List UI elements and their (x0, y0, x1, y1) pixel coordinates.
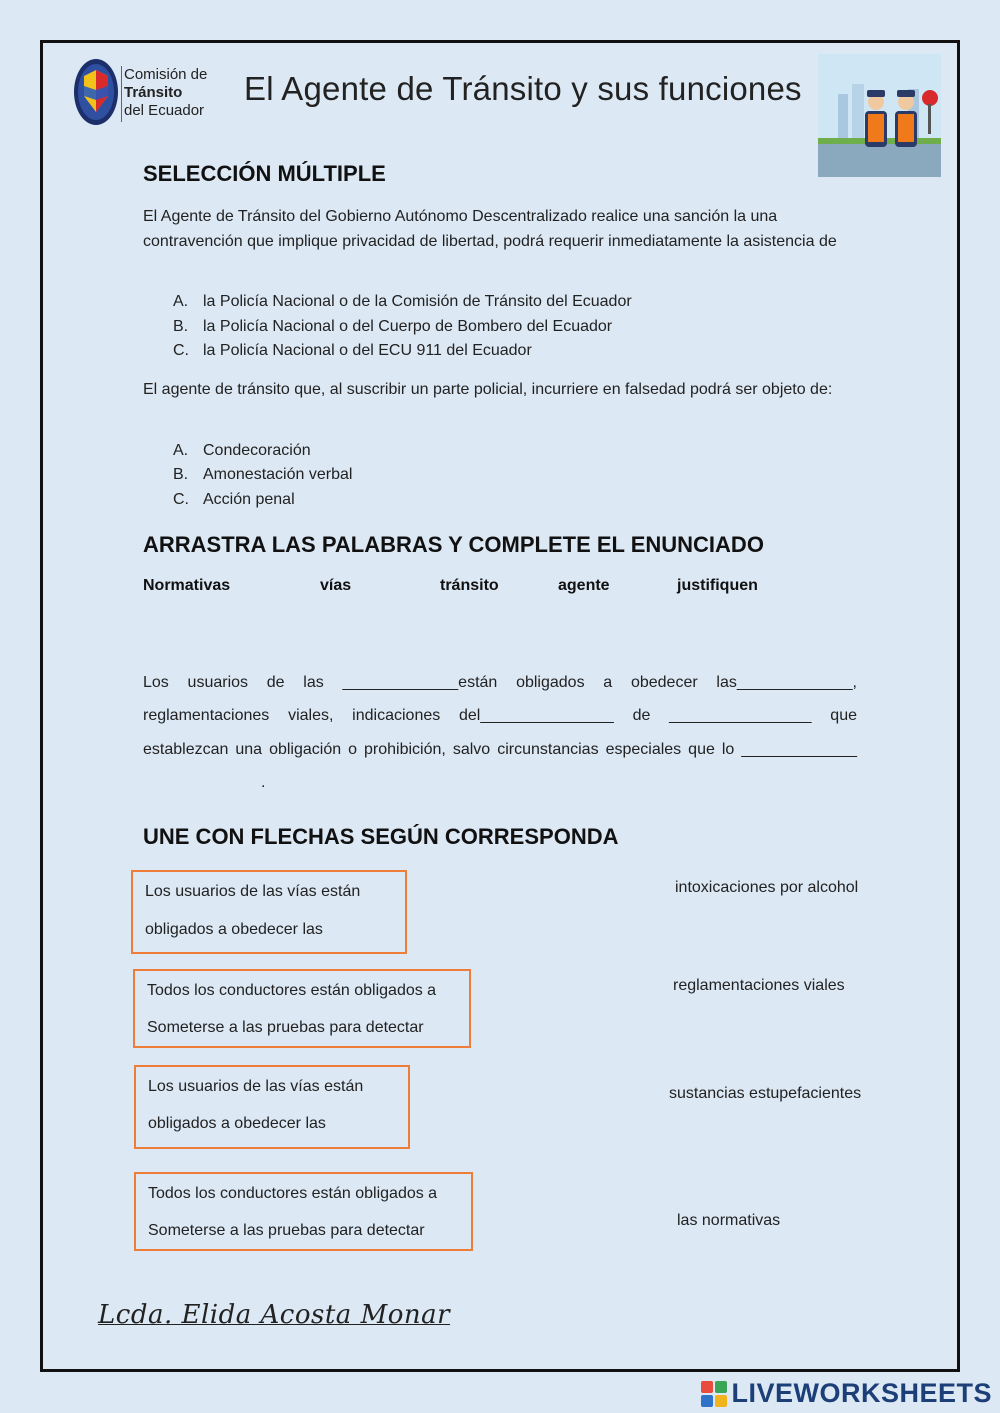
option-text: Amonestación verbal (203, 466, 353, 483)
match-left-line: Someterse a las pruebas para detectar (147, 1019, 424, 1036)
liveworksheets-brand (701, 1378, 992, 1409)
fill-trailing-period: . (261, 774, 266, 791)
match-left-line: Los usuarios de las vías están (148, 1078, 364, 1095)
fill-line-3: establezcan una obligación o prohibición, salvo circunstancias especiales que lo _____________ (143, 741, 857, 758)
option-text: la Policía Nacional o del ECU 911 del Ecuador (203, 342, 532, 359)
option-letter: A. (173, 293, 189, 310)
logo-line-2: Tránsito (124, 84, 183, 101)
option-letter: C. (173, 342, 189, 359)
option-text: la Policía Nacional o del Cuerpo de Bombero del Ecuador (203, 318, 613, 335)
match-left-line: Someterse a las pruebas para detectar (148, 1222, 425, 1239)
option-text: Condecoración (203, 442, 311, 459)
section-title-match-arrows: UNE CON FLECHAS SEGÚN CORRESPONDA (143, 824, 619, 849)
signature: Lcda. Elida Acosta Monar (98, 1300, 451, 1330)
match-left-item[interactable] (131, 870, 407, 954)
q2-option-c[interactable] (173, 491, 295, 509)
shield-logo-icon (72, 56, 124, 128)
section-title-multiple-choice: SELECCIÓN MÚLTIPLE (143, 161, 386, 186)
fill-line-2: reglamentaciones viales, indicaciones del_______________ de ________________ que (143, 707, 857, 724)
question-1: El Agente de Tránsito del Gobierno Autónomo Descentralizado realice una sanción la una contravención que implique privacidad de libertad, podrá requerir inmediatamente la asistencia de (143, 208, 837, 250)
section-title-drag-words: ARRASTRA LAS PALABRAS Y COMPLETE EL ENUNCIADO (143, 532, 764, 557)
liveworksheets-text: LIVEWORKSHEETS (731, 1378, 992, 1408)
option-letter: A. (173, 442, 189, 459)
page-title: El Agente de Tránsito y sus funciones (244, 70, 802, 107)
logo-text (124, 66, 207, 120)
match-right-item[interactable]: las normativas (677, 1212, 781, 1229)
option-text: la Policía Nacional o de la Comisión de Tránsito del Ecuador (203, 293, 632, 310)
match-left-line: Todos los conductores están obligados a (147, 982, 437, 999)
draggable-word[interactable]: justifiquen (677, 577, 758, 594)
q2-option-b[interactable] (173, 466, 352, 484)
traffic-officers-illustration-icon (818, 54, 941, 177)
option-letter: C. (173, 491, 189, 508)
question-2: El agente de tránsito que, al suscribir un parte policial, incurriere en falsedad podrá ser objeto de: (143, 381, 833, 398)
draggable-word[interactable]: Normativas (143, 577, 231, 594)
match-right-item[interactable]: intoxicaciones por alcohol (675, 879, 859, 896)
q1-option-c[interactable] (173, 342, 532, 360)
draggable-word[interactable]: agente (558, 577, 610, 594)
match-left-line: Todos los conductores están obligados a (148, 1185, 438, 1202)
match-right-item[interactable]: sustancias estupefacientes (669, 1085, 862, 1102)
option-letter: B. (173, 466, 189, 483)
logo-divider (121, 66, 122, 122)
draggable-word[interactable]: tránsito (440, 577, 499, 594)
match-left-line: obligados a obedecer las (145, 921, 323, 938)
match-left-line: Los usuarios de las vías están (145, 883, 361, 900)
q1-option-a[interactable] (173, 293, 632, 311)
match-left-item[interactable] (134, 1065, 410, 1149)
logo-line-3: del Ecuador (124, 102, 205, 119)
option-text: Acción penal (203, 491, 295, 508)
q1-option-b[interactable] (173, 318, 612, 336)
draggable-word[interactable]: vías (320, 577, 352, 594)
q2-option-a[interactable] (173, 442, 311, 460)
match-left-line: obligados a obedecer las (148, 1115, 326, 1132)
logo-line-1: Comisión de (124, 66, 208, 83)
fill-line-1: Los usuarios de las _____________están obligados a obedecer las_____________, (143, 674, 857, 691)
match-left-item[interactable] (134, 1172, 473, 1251)
match-left-item[interactable] (133, 969, 471, 1048)
match-right-item[interactable]: reglamentaciones viales (673, 977, 845, 994)
liveworksheets-logo-icon (701, 1381, 727, 1407)
option-letter: B. (173, 318, 189, 335)
